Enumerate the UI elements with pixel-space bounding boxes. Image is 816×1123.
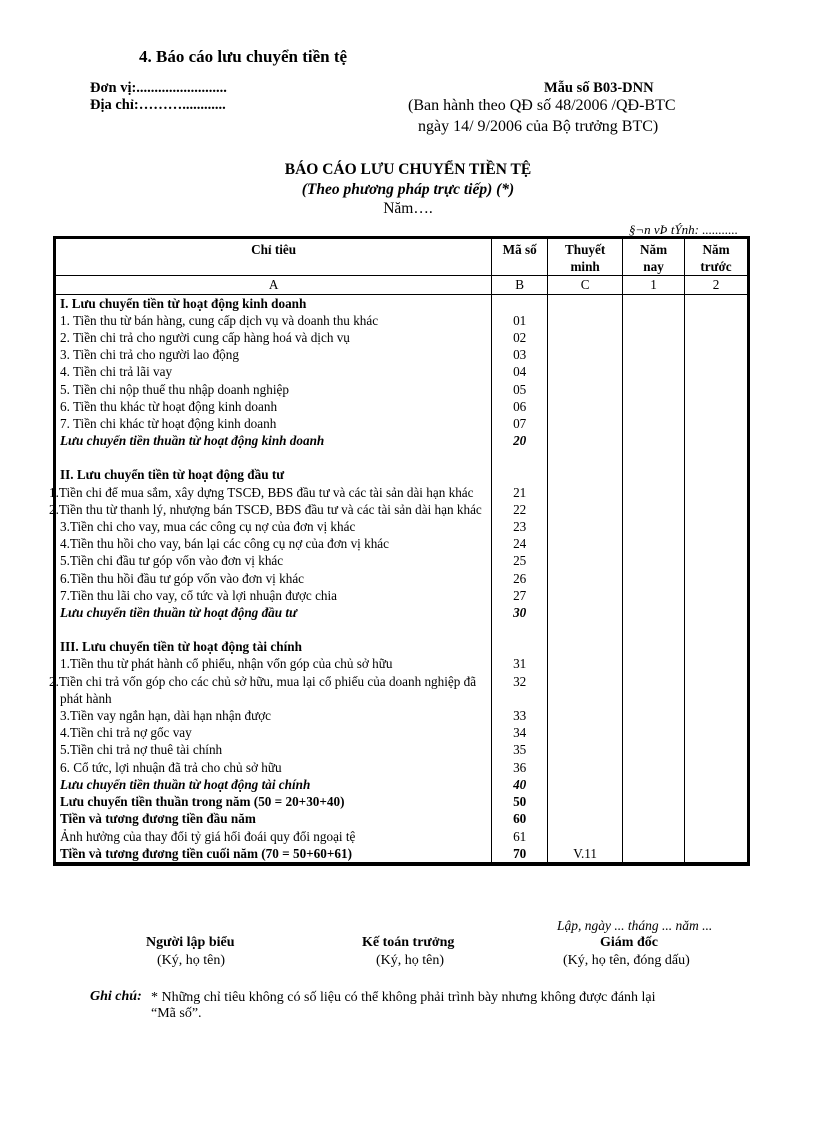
row-label: 5. Tiền chi nộp thuế thu nhập doanh nghiệp (56, 381, 492, 398)
letter-1: 1 (623, 276, 685, 294)
row-label: 1.Tiền thu từ phát hành cổ phiếu, nhận vốn góp của chủ sở hữu (56, 655, 492, 672)
row-code: 30 (492, 604, 548, 621)
letter-b: B (492, 276, 548, 294)
footnote-label: Ghi chú: (90, 989, 142, 1004)
row-code: 70 (492, 845, 548, 863)
row-label: 3.Tiền chi cho vay, mua các công cụ nợ của đơn vị khác (56, 518, 492, 535)
table-row (56, 793, 748, 810)
form-number: Mẫu số B03-DNN (544, 80, 654, 96)
total-label: Tiền và tương đương tiền cuối năm (70 = 50+60+61) (56, 845, 492, 863)
table-row (56, 484, 748, 501)
footnote-text: * Những chỉ tiêu không có số liệu có thể không phải trình bày nhưng không được đánh lại (151, 990, 656, 1005)
report-title: BÁO CÁO LƯU CHUYỂN TIỀN TỆ (284, 161, 532, 178)
row-code: 02 (492, 329, 548, 346)
row-note: V.11 (548, 845, 623, 863)
row-code: 31 (492, 655, 548, 672)
table-row (56, 398, 748, 415)
row-label: Ảnh hưởng của thay đổi tỷ giá hối đoái quy đổi ngoại tệ (56, 828, 492, 845)
letter-a: A (56, 276, 492, 294)
row-label: 2.Tiền chi trả vốn góp cho các chủ sở hữu, mua lại cổ phiếu của doanh nghiệp đã phát hành (56, 673, 492, 707)
row-code: 40 (492, 776, 548, 793)
row-code: 07 (492, 415, 548, 432)
address-line: Địa chỉ:………............ (90, 97, 226, 113)
total-label: Tiền và tương đương tiền đầu năm (56, 810, 492, 827)
row-code: 03 (492, 346, 548, 363)
row-label: 2.Tiền thu từ thanh lý, nhượng bán TSCĐ, BĐS đầu tư và các tài sản dài hạn khác (56, 501, 492, 518)
header-prev-l2: trước (700, 259, 732, 275)
subtotal-label: Lưu chuyển tiền thuần từ hoạt động đầu tư (56, 604, 492, 621)
table-row (56, 759, 748, 776)
row-label: 5.Tiền chi trả nợ thuê tài chính (56, 741, 492, 758)
header-this-year (623, 239, 685, 276)
table-row (56, 741, 748, 758)
section-heading: II. Lưu chuyển tiền từ hoạt động đầu tư (56, 466, 492, 483)
report-subtitle: (Theo phương pháp trực tiếp) (*) (301, 181, 515, 198)
table-row (56, 828, 748, 845)
table-row (56, 466, 748, 483)
table-row (56, 810, 748, 827)
table-row (56, 415, 748, 432)
header-code: Mã số (492, 239, 548, 276)
table-row (56, 655, 748, 672)
table-row (56, 294, 748, 312)
letter-c: C (548, 276, 623, 294)
table-row (56, 501, 748, 518)
table-row (56, 363, 748, 380)
table-row (56, 776, 748, 793)
row-code: 27 (492, 587, 548, 604)
header-note (548, 239, 623, 276)
row-label: 1.Tiền chi để mua sắm, xây dựng TSCĐ, BĐS đầu tư và các tài sản dài hạn khác (56, 484, 492, 501)
cash-flow-table (49, 238, 748, 864)
table-header-row (56, 239, 748, 276)
row-code: 36 (492, 759, 548, 776)
row-label: 6.Tiền thu hồi đầu tư góp vốn vào đơn vị khác (56, 570, 492, 587)
row-label: 6. Tiền thu khác từ hoạt động kinh doanh (56, 398, 492, 415)
row-label: 4.Tiền thu hồi cho vay, bán lại các công cụ nợ của đơn vị khác (56, 535, 492, 552)
row-code: 22 (492, 501, 548, 518)
row-code: 60 (492, 810, 548, 827)
row-code: 32 (492, 673, 548, 707)
sign-date: Lập, ngày ... tháng ... năm ... (557, 918, 713, 933)
table-row (56, 604, 748, 621)
report-year: Năm…. (383, 200, 433, 217)
unit-line: Đơn vị:......................... (90, 80, 227, 96)
row-code: 01 (492, 312, 548, 329)
header-note-l1: Thuyết (564, 242, 606, 257)
table-row (56, 518, 748, 535)
table-row (56, 673, 748, 707)
row-label: 3. Tiền chi trả cho người lao động (56, 346, 492, 363)
table-row (56, 570, 748, 587)
signature-preparer-sub: (Ký, họ tên) (157, 953, 226, 968)
table-row (56, 432, 748, 449)
signature-preparer: Người lập biểu (146, 935, 235, 950)
section-heading: III. Lưu chuyển tiền từ hoạt động tài chính (56, 638, 492, 655)
table-row (56, 552, 748, 569)
row-label: 4. Tiền chi trả lãi vay (56, 363, 492, 380)
table-row (56, 346, 748, 363)
row-code: 35 (492, 741, 548, 758)
row-label: 5.Tiền chi đầu tư góp vốn vào đơn vị khác (56, 552, 492, 569)
blank-row (56, 621, 748, 638)
table-row (56, 381, 748, 398)
row-code: 33 (492, 707, 548, 724)
row-code: 20 (492, 432, 548, 449)
row-code: 25 (492, 552, 548, 569)
section-heading: I. Lưu chuyển tiền từ hoạt động kinh doanh (56, 294, 492, 312)
table-row (56, 845, 748, 863)
subtotal-label: Lưu chuyển tiền thuần từ hoạt động tài chính (56, 776, 492, 793)
row-label: 3.Tiền vay ngắn hạn, dài hạn nhận được (56, 707, 492, 724)
row-code: 05 (492, 381, 548, 398)
row-label: 1. Tiền thu từ bán hàng, cung cấp dịch vụ và doanh thu khác (56, 312, 492, 329)
signature-accountant-sub: (Ký, họ tên) (376, 953, 445, 968)
header-prev-l1: Năm (702, 242, 730, 257)
table-row (56, 587, 748, 604)
row-code: 61 (492, 828, 548, 845)
row-code: 23 (492, 518, 548, 535)
header-indicator: Chỉ tiêu (56, 239, 492, 276)
row-code: 26 (492, 570, 548, 587)
row-label: 6. Cổ tức, lợi nhuận đã trả cho chủ sở hữu (56, 759, 492, 776)
signature-accountant: Kế toán trưởng (362, 935, 455, 950)
subtotal-label: Lưu chuyển tiền thuần từ hoạt động kinh doanh (56, 432, 492, 449)
issued-date-line: ngày 14/ 9/2006 của Bộ trưởng BTC) (418, 118, 659, 135)
row-label: 2. Tiền chi trả cho người cung cấp hàng hoá và dịch vụ (56, 329, 492, 346)
table-row (56, 724, 748, 741)
row-label: 7. Tiền chi khác từ hoạt động kinh doanh (56, 415, 492, 432)
table-row (56, 707, 748, 724)
row-code: 21 (492, 484, 548, 501)
column-letter-row (56, 276, 748, 294)
header-prev-year (685, 239, 748, 276)
table-row (56, 312, 748, 329)
row-code: 06 (492, 398, 548, 415)
letter-2: 2 (685, 276, 748, 294)
section-title: 4. Báo cáo lưu chuyển tiền tệ (139, 47, 348, 66)
row-label: 7.Tiền thu lãi cho vay, cổ tức và lợi nhuận được chia (56, 587, 492, 604)
signature-director-sub: (Ký, họ tên, đóng dấu) (563, 953, 690, 968)
signature-director: Giám đốc (600, 935, 658, 950)
header-this-l2: nay (643, 259, 664, 275)
header-note-l2: minh (570, 259, 600, 275)
table-row (56, 535, 748, 552)
row-label: 4.Tiền chi trả nợ gốc vay (56, 724, 492, 741)
table-row (56, 329, 748, 346)
row-code: 34 (492, 724, 548, 741)
footnote-text-continued: “Mã số”. (151, 1006, 202, 1021)
issued-decision-line: (Ban hành theo QĐ số 48/2006 /QĐ-BTC (408, 97, 676, 114)
total-label: Lưu chuyển tiền thuần trong năm (50 = 20+30+40) (56, 793, 492, 810)
row-code: 24 (492, 535, 548, 552)
header-this-l1: Năm (639, 242, 668, 257)
blank-row (56, 449, 748, 466)
currency-unit: §¬n vÞ tÝnh: ........... (628, 222, 738, 237)
row-code: 04 (492, 363, 548, 380)
row-code: 50 (492, 793, 548, 810)
table-row (56, 638, 748, 655)
